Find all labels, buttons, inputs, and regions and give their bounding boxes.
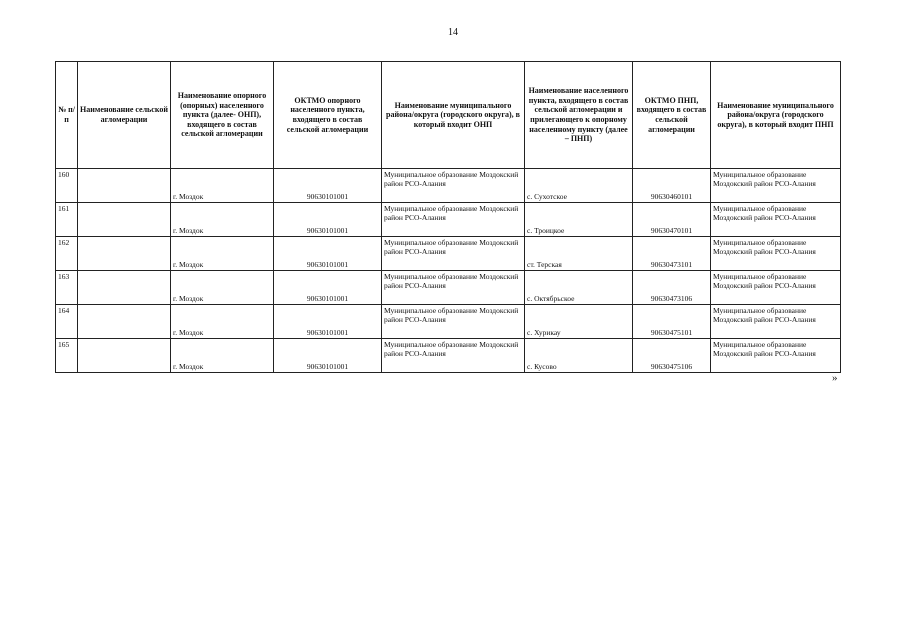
agglomeration-cell — [78, 305, 171, 339]
pnp-district-cell: Муниципальное образование Моздокский район РСО-Алания — [711, 203, 841, 237]
pnp-cell: с. Троицкое — [525, 203, 633, 237]
table-row — [56, 203, 841, 237]
header-onp-district: Наименование муниципального района/округа (городского округа), в который входит ОНП — [382, 62, 525, 169]
onp-district-cell: Муниципальное образование Моздокский район РСО-Алания — [382, 305, 525, 339]
table-row — [56, 169, 841, 203]
header-onp: Наименование опорного (опорных) населенного пункта (далее- ОНП), входящего в состав сельской агломерации — [171, 62, 274, 169]
header-num: № п/п — [56, 62, 78, 169]
row-number: 162 — [56, 237, 78, 271]
row-number: 160 — [56, 169, 78, 203]
pnp-district-cell: Муниципальное образование Моздокский район РСО-Алания — [711, 305, 841, 339]
page-number: 14 — [448, 27, 458, 38]
onp-district-cell: Муниципальное образование Моздокский район РСО-Алания — [382, 203, 525, 237]
table-row — [56, 305, 841, 339]
onp-cell: г. Моздок — [171, 271, 274, 305]
onp-oktmo-cell: 90630101001 — [274, 169, 382, 203]
pnp-oktmo-cell: 90630475106 — [633, 339, 711, 373]
onp-cell: г. Моздок — [171, 237, 274, 271]
onp-oktmo-cell: 90630101001 — [274, 305, 382, 339]
pnp-oktmo-cell: 90630473106 — [633, 271, 711, 305]
pnp-oktmo-cell: 90630475101 — [633, 305, 711, 339]
table-row — [56, 271, 841, 305]
agglomeration-cell — [78, 237, 171, 271]
onp-district-cell: Муниципальное образование Моздокский район РСО-Алания — [382, 169, 525, 203]
pnp-district-cell: Муниципальное образование Моздокский район РСО-Алания — [711, 339, 841, 373]
onp-oktmo-cell: 90630101001 — [274, 339, 382, 373]
row-number: 163 — [56, 271, 78, 305]
pnp-cell: с. Хурикау — [525, 305, 633, 339]
pnp-cell: с. Октябрьское — [525, 271, 633, 305]
onp-cell: г. Моздок — [171, 169, 274, 203]
header-pnp: Наименование населенного пункта, входящего в состав сельской агломерации и прилегающего к опорному населенному пункту (далее – ПНП) — [525, 62, 633, 169]
header-pnp-oktmo: ОКТМО ПНП, входящего в состав сельской агломерации — [633, 62, 711, 169]
pnp-cell: ст. Терская — [525, 237, 633, 271]
header-pnp-district: Наименование муниципального района/округа (городского округа), в который входит ПНП — [711, 62, 841, 169]
pnp-cell: с. Кусово — [525, 339, 633, 373]
row-number: 161 — [56, 203, 78, 237]
agglomeration-cell — [78, 169, 171, 203]
agglomeration-cell — [78, 339, 171, 373]
onp-cell: г. Моздок — [171, 339, 274, 373]
pnp-oktmo-cell: 90630460101 — [633, 169, 711, 203]
onp-district-cell: Муниципальное образование Моздокский район РСО-Алания — [382, 237, 525, 271]
row-number: 164 — [56, 305, 78, 339]
onp-oktmo-cell: 90630101001 — [274, 271, 382, 305]
agglomeration-table — [55, 61, 841, 373]
table-row — [56, 237, 841, 271]
header-agglomeration: Наименование сельской агломерации — [78, 62, 171, 169]
table-row — [56, 339, 841, 373]
agglomeration-cell — [78, 203, 171, 237]
pnp-district-cell: Муниципальное образование Моздокский район РСО-Алания — [711, 237, 841, 271]
pnp-oktmo-cell: 90630470101 — [633, 203, 711, 237]
onp-district-cell: Муниципальное образование Моздокский район РСО-Алания — [382, 271, 525, 305]
pnp-cell: с. Сухотское — [525, 169, 633, 203]
closing-quote-mark: » — [832, 372, 838, 384]
header-onp-oktmo: ОКТМО опорного населенного пункта, входящего в состав сельской агломерации — [274, 62, 382, 169]
agglomeration-cell — [78, 271, 171, 305]
row-number: 165 — [56, 339, 78, 373]
pnp-oktmo-cell: 90630473101 — [633, 237, 711, 271]
pnp-district-cell: Муниципальное образование Моздокский район РСО-Алания — [711, 271, 841, 305]
onp-oktmo-cell: 90630101001 — [274, 237, 382, 271]
table-header-row — [56, 62, 841, 169]
onp-cell: г. Моздок — [171, 203, 274, 237]
onp-cell: г. Моздок — [171, 305, 274, 339]
onp-oktmo-cell: 90630101001 — [274, 203, 382, 237]
onp-district-cell: Муниципальное образование Моздокский район РСО-Алания — [382, 339, 525, 373]
pnp-district-cell: Муниципальное образование Моздокский район РСО-Алания — [711, 169, 841, 203]
